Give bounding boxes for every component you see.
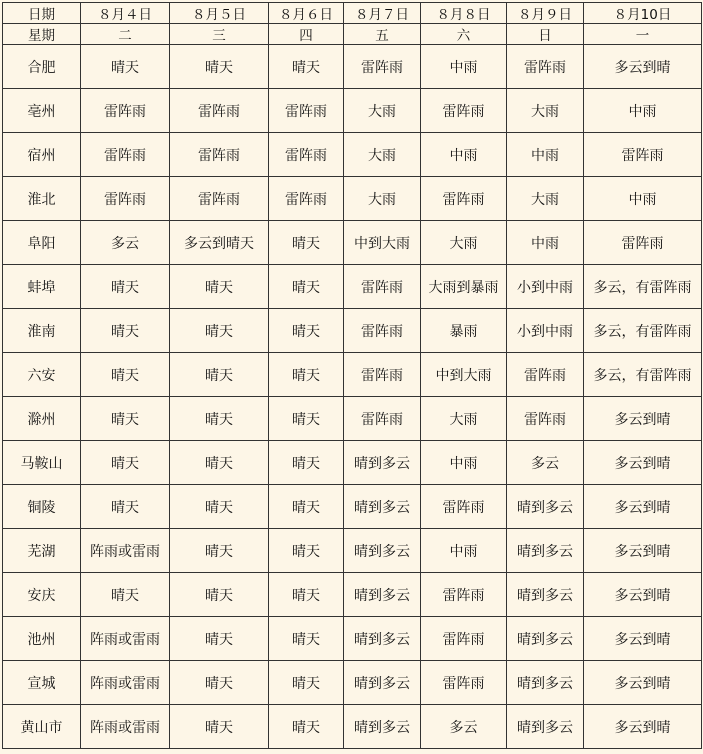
forecast-cell: 晴天 bbox=[81, 353, 170, 397]
forecast-cell: 阵雨或雷雨 bbox=[81, 529, 170, 573]
forecast-cell: 雷阵雨 bbox=[269, 177, 344, 221]
forecast-cell: 晴天 bbox=[269, 529, 344, 573]
forecast-cell: 晴天 bbox=[269, 705, 344, 749]
forecast-cell: 多云，有雷阵雨 bbox=[584, 309, 702, 353]
forecast-cell: 大雨到暴雨 bbox=[421, 265, 507, 309]
weekday-cell: 六 bbox=[421, 24, 507, 45]
table-row bbox=[3, 661, 702, 705]
forecast-cell: 小到中雨 bbox=[507, 265, 584, 309]
date-cell: ８月５日 bbox=[170, 3, 269, 24]
forecast-cell: 晴天 bbox=[81, 441, 170, 485]
forecast-cell: 晴天 bbox=[170, 397, 269, 441]
forecast-cell: 晴到多云 bbox=[344, 617, 421, 661]
table-row bbox=[3, 529, 702, 573]
table-row bbox=[3, 397, 702, 441]
forecast-cell: 中雨 bbox=[421, 529, 507, 573]
forecast-cell: 晴天 bbox=[170, 45, 269, 89]
forecast-cell: 雷阵雨 bbox=[507, 353, 584, 397]
forecast-cell: 大雨 bbox=[344, 177, 421, 221]
city-name: 芜湖 bbox=[3, 529, 81, 573]
weekday-header-row bbox=[3, 24, 702, 45]
table-row bbox=[3, 353, 702, 397]
forecast-cell: 晴天 bbox=[81, 397, 170, 441]
forecast-cell: 大雨 bbox=[421, 221, 507, 265]
weekday-cell: 五 bbox=[344, 24, 421, 45]
forecast-cell: 雷阵雨 bbox=[344, 353, 421, 397]
forecast-cell: 晴天 bbox=[81, 309, 170, 353]
forecast-cell: 晴到多云 bbox=[344, 485, 421, 529]
forecast-cell: 小到中雨 bbox=[507, 309, 584, 353]
forecast-cell: 多云，有雷阵雨 bbox=[584, 353, 702, 397]
date-cell: ８月４日 bbox=[81, 3, 170, 24]
forecast-cell: 多云到晴 bbox=[584, 705, 702, 749]
forecast-cell: 晴天 bbox=[269, 485, 344, 529]
forecast-cell: 雷阵雨 bbox=[81, 89, 170, 133]
forecast-cell: 晴天 bbox=[269, 353, 344, 397]
forecast-cell: 多云 bbox=[421, 705, 507, 749]
date-label: 日期 bbox=[3, 3, 81, 24]
forecast-cell: 多云，有雷阵雨 bbox=[584, 265, 702, 309]
forecast-cell: 雷阵雨 bbox=[170, 133, 269, 177]
forecast-cell: 晴到多云 bbox=[344, 661, 421, 705]
forecast-cell: 雷阵雨 bbox=[421, 617, 507, 661]
forecast-cell: 晴天 bbox=[81, 573, 170, 617]
forecast-cell: 阵雨或雷雨 bbox=[81, 617, 170, 661]
forecast-cell: 晴天 bbox=[269, 221, 344, 265]
city-name: 宿州 bbox=[3, 133, 81, 177]
forecast-cell: 雷阵雨 bbox=[81, 133, 170, 177]
forecast-cell: 多云到晴 bbox=[584, 441, 702, 485]
forecast-cell: 雷阵雨 bbox=[421, 89, 507, 133]
forecast-cell: 雷阵雨 bbox=[344, 45, 421, 89]
city-name: 马鞍山 bbox=[3, 441, 81, 485]
table-row bbox=[3, 133, 702, 177]
table-row bbox=[3, 573, 702, 617]
forecast-cell: 大雨 bbox=[507, 177, 584, 221]
forecast-cell: 晴天 bbox=[81, 485, 170, 529]
forecast-cell: 雷阵雨 bbox=[170, 177, 269, 221]
forecast-cell: 雷阵雨 bbox=[507, 45, 584, 89]
forecast-cell: 雷阵雨 bbox=[421, 661, 507, 705]
forecast-cell: 多云到晴 bbox=[584, 397, 702, 441]
forecast-cell: 中雨 bbox=[421, 45, 507, 89]
city-name: 安庆 bbox=[3, 573, 81, 617]
date-cell: ８月７日 bbox=[344, 3, 421, 24]
forecast-cell: 中雨 bbox=[507, 221, 584, 265]
city-name: 滁州 bbox=[3, 397, 81, 441]
forecast-cell: 雷阵雨 bbox=[507, 397, 584, 441]
city-name: 淮南 bbox=[3, 309, 81, 353]
forecast-cell: 暴雨 bbox=[421, 309, 507, 353]
forecast-cell: 晴到多云 bbox=[344, 705, 421, 749]
forecast-cell: 晴天 bbox=[170, 441, 269, 485]
table-body bbox=[3, 3, 702, 749]
forecast-cell: 晴天 bbox=[81, 265, 170, 309]
forecast-cell: 雷阵雨 bbox=[421, 573, 507, 617]
city-name: 铜陵 bbox=[3, 485, 81, 529]
forecast-cell: 晴到多云 bbox=[507, 573, 584, 617]
weekday-cell: 一 bbox=[584, 24, 702, 45]
forecast-cell: 中雨 bbox=[584, 89, 702, 133]
forecast-cell: 多云到晴 bbox=[584, 573, 702, 617]
table-row bbox=[3, 177, 702, 221]
city-name: 六安 bbox=[3, 353, 81, 397]
table-row bbox=[3, 265, 702, 309]
forecast-cell: 多云到晴天 bbox=[170, 221, 269, 265]
forecast-cell: 雷阵雨 bbox=[170, 89, 269, 133]
forecast-cell: 晴天 bbox=[170, 353, 269, 397]
table-row bbox=[3, 45, 702, 89]
forecast-cell: 晴天 bbox=[170, 705, 269, 749]
forecast-cell: 雷阵雨 bbox=[81, 177, 170, 221]
date-cell: ８月９日 bbox=[507, 3, 584, 24]
forecast-cell: 雷阵雨 bbox=[344, 397, 421, 441]
forecast-cell: 雷阵雨 bbox=[344, 309, 421, 353]
table-row bbox=[3, 441, 702, 485]
forecast-cell: 晴天 bbox=[170, 617, 269, 661]
forecast-cell: 雷阵雨 bbox=[421, 485, 507, 529]
forecast-cell: 大雨 bbox=[507, 89, 584, 133]
forecast-cell: 晴到多云 bbox=[507, 705, 584, 749]
date-cell: ８月６日 bbox=[269, 3, 344, 24]
forecast-cell: 多云到晴 bbox=[584, 661, 702, 705]
forecast-cell: 多云到晴 bbox=[584, 617, 702, 661]
forecast-cell: 多云 bbox=[81, 221, 170, 265]
forecast-cell: 晴天 bbox=[269, 617, 344, 661]
forecast-cell: 晴天 bbox=[269, 309, 344, 353]
weekday-cell: 日 bbox=[507, 24, 584, 45]
forecast-cell: 多云到晴 bbox=[584, 485, 702, 529]
weekday-cell: 四 bbox=[269, 24, 344, 45]
forecast-cell: 晴天 bbox=[269, 397, 344, 441]
date-cell: ８月10日 bbox=[584, 3, 702, 24]
forecast-cell: 晴到多云 bbox=[344, 573, 421, 617]
forecast-cell: 晴到多云 bbox=[507, 529, 584, 573]
forecast-cell: 雷阵雨 bbox=[344, 265, 421, 309]
city-name: 蚌埠 bbox=[3, 265, 81, 309]
forecast-cell: 晴天 bbox=[269, 45, 344, 89]
forecast-cell: 多云到晴 bbox=[584, 529, 702, 573]
table-row bbox=[3, 705, 702, 749]
city-name: 淮北 bbox=[3, 177, 81, 221]
forecast-cell: 大雨 bbox=[344, 133, 421, 177]
table-row bbox=[3, 221, 702, 265]
forecast-cell: 多云到晴 bbox=[584, 45, 702, 89]
weekday-label: 星期 bbox=[3, 24, 81, 45]
forecast-cell: 晴天 bbox=[170, 309, 269, 353]
weekday-cell: 三 bbox=[170, 24, 269, 45]
forecast-cell: 多云 bbox=[507, 441, 584, 485]
forecast-cell: 晴天 bbox=[170, 573, 269, 617]
forecast-cell: 阵雨或雷雨 bbox=[81, 661, 170, 705]
city-name: 池州 bbox=[3, 617, 81, 661]
forecast-cell: 晴天 bbox=[269, 441, 344, 485]
city-name: 宣城 bbox=[3, 661, 81, 705]
forecast-cell: 晴天 bbox=[170, 661, 269, 705]
forecast-cell: 晴到多云 bbox=[507, 661, 584, 705]
forecast-cell: 晴到多云 bbox=[344, 529, 421, 573]
forecast-cell: 大雨 bbox=[421, 397, 507, 441]
table-row bbox=[3, 89, 702, 133]
forecast-cell: 晴天 bbox=[269, 265, 344, 309]
forecast-cell: 晴到多云 bbox=[507, 617, 584, 661]
forecast-cell: 中雨 bbox=[584, 177, 702, 221]
forecast-cell: 阵雨或雷雨 bbox=[81, 705, 170, 749]
forecast-cell: 晴天 bbox=[81, 45, 170, 89]
weather-forecast-table bbox=[2, 2, 702, 749]
forecast-cell: 晴天 bbox=[269, 573, 344, 617]
city-name: 黄山市 bbox=[3, 705, 81, 749]
table-row bbox=[3, 309, 702, 353]
city-name: 阜阳 bbox=[3, 221, 81, 265]
forecast-cell: 晴天 bbox=[170, 529, 269, 573]
city-name: 合肥 bbox=[3, 45, 81, 89]
forecast-cell: 晴天 bbox=[170, 265, 269, 309]
forecast-cell: 晴到多云 bbox=[344, 441, 421, 485]
forecast-cell: 雷阵雨 bbox=[584, 133, 702, 177]
date-header-row bbox=[3, 3, 702, 24]
forecast-cell: 中雨 bbox=[507, 133, 584, 177]
forecast-cell: 中雨 bbox=[421, 133, 507, 177]
forecast-cell: 中雨 bbox=[421, 441, 507, 485]
forecast-cell: 晴天 bbox=[269, 661, 344, 705]
forecast-cell: 晴天 bbox=[170, 485, 269, 529]
weekday-cell: 二 bbox=[81, 24, 170, 45]
forecast-cell: 雷阵雨 bbox=[269, 89, 344, 133]
city-name: 亳州 bbox=[3, 89, 81, 133]
table-row bbox=[3, 617, 702, 661]
table-row bbox=[3, 485, 702, 529]
date-cell: ８月８日 bbox=[421, 3, 507, 24]
forecast-cell: 大雨 bbox=[344, 89, 421, 133]
forecast-cell: 雷阵雨 bbox=[584, 221, 702, 265]
forecast-cell: 雷阵雨 bbox=[269, 133, 344, 177]
forecast-cell: 雷阵雨 bbox=[421, 177, 507, 221]
forecast-cell: 中到大雨 bbox=[421, 353, 507, 397]
forecast-cell: 晴到多云 bbox=[507, 485, 584, 529]
forecast-cell: 中到大雨 bbox=[344, 221, 421, 265]
